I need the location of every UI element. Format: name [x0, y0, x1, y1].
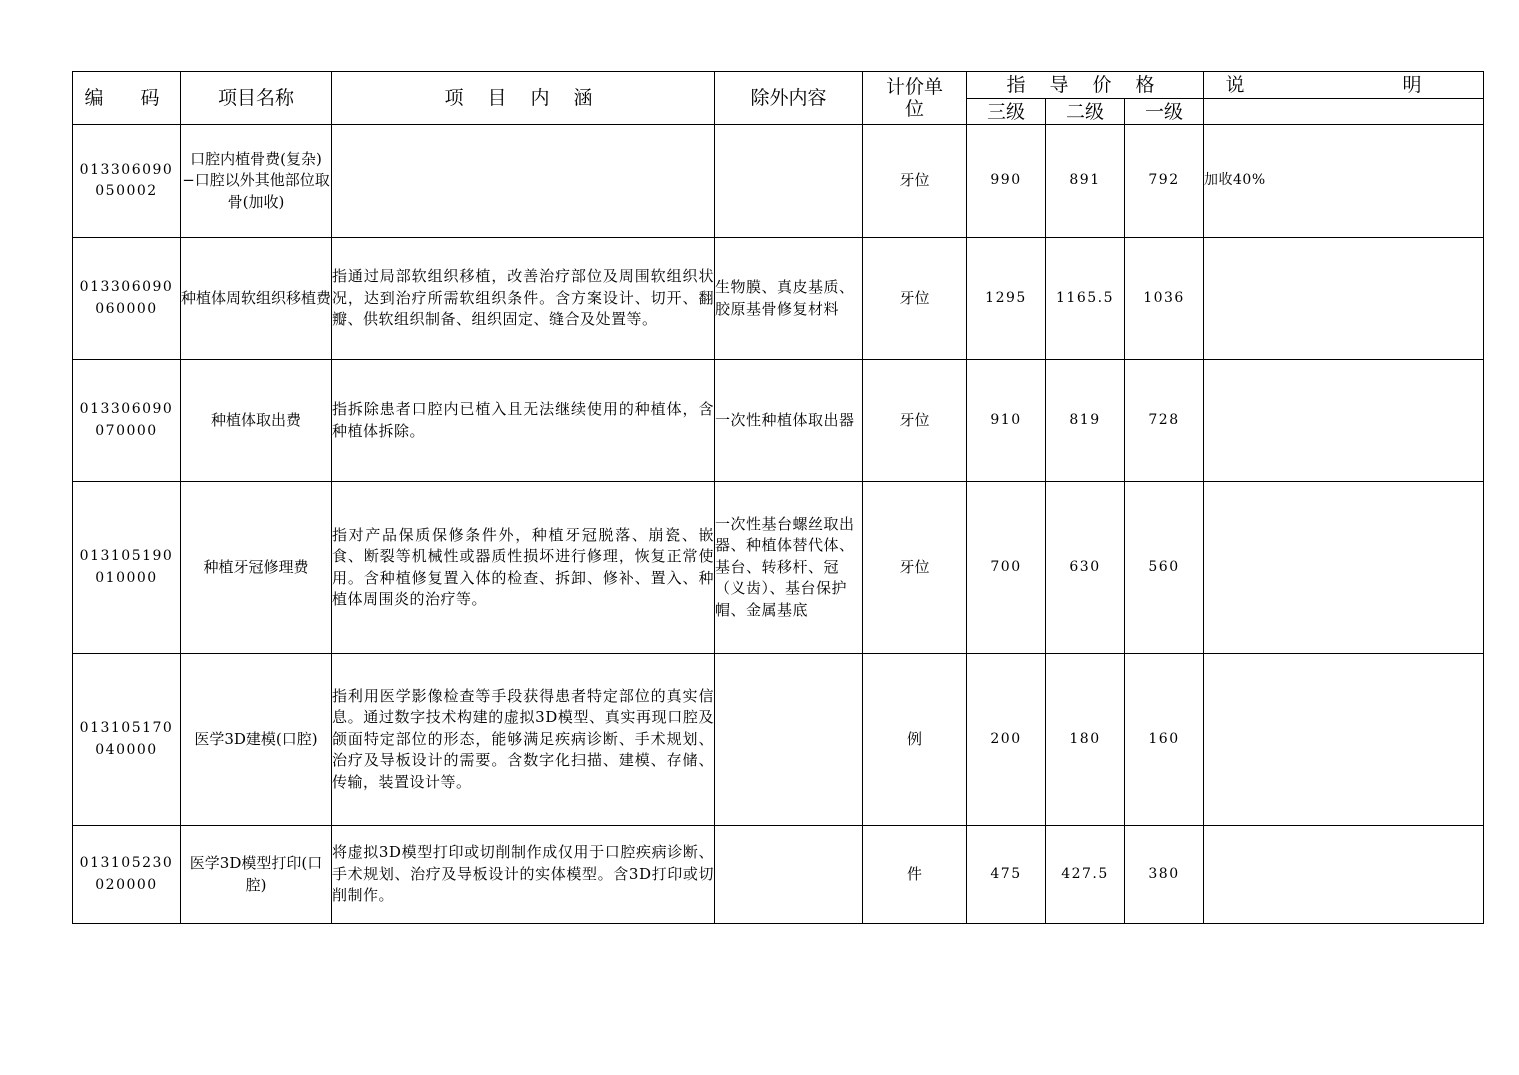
row-exclusion	[715, 125, 863, 238]
row-exclusion	[715, 654, 863, 826]
row-content: 指利用医学影像检查等手段获得患者特定部位的真实信息。通过数字技术构建的虚拟3D模型、真实再现口腔及颌面特定部位的形态，能够满足疾病诊断、手术规划、治疗及导板设计的需要。含数字化扫描、建模、存储、传输，装置设计等。	[332, 654, 715, 826]
row-note	[1204, 826, 1484, 924]
table-row	[73, 360, 1484, 482]
row-note	[1204, 360, 1484, 482]
row-unit: 牙位	[863, 360, 967, 482]
row-unit: 例	[863, 654, 967, 826]
row-content: 将虚拟3D模型打印或切削制作成仅用于口腔疾病诊断、手术规划、治疗及导板设计的实体模型。含3D打印或切削制作。	[332, 826, 715, 924]
header-name: 项目名称	[181, 72, 332, 125]
row-content: 指拆除患者口腔内已植入且无法继续使用的种植体，含种植体拆除。	[332, 360, 715, 482]
header-note-blank	[1204, 99, 1484, 125]
row-level1-price: 160	[1125, 654, 1204, 826]
table-row	[73, 238, 1484, 360]
row-note	[1204, 482, 1484, 654]
row-unit: 件	[863, 826, 967, 924]
row-content	[332, 125, 715, 238]
header-code: 编 码	[73, 72, 181, 125]
row-note	[1204, 654, 1484, 826]
row-level2-price: 427.5	[1046, 826, 1125, 924]
row-level1-price: 728	[1125, 360, 1204, 482]
row-unit: 牙位	[863, 482, 967, 654]
table-row	[73, 482, 1484, 654]
row-code: 013105170040000	[73, 654, 181, 826]
header-price-group: 指 导 价 格	[967, 72, 1204, 99]
row-level2-price: 819	[1046, 360, 1125, 482]
row-exclusion: 一次性种植体取出器	[715, 360, 863, 482]
row-level1-price: 1036	[1125, 238, 1204, 360]
row-name: 种植体周软组织移植费	[181, 238, 332, 360]
row-note	[1204, 238, 1484, 360]
header-level3: 三级	[967, 99, 1046, 125]
table-row	[73, 125, 1484, 238]
header-note: 说 明	[1204, 72, 1484, 99]
row-name: 医学3D建模(口腔)	[181, 654, 332, 826]
row-level3-price: 1295	[967, 238, 1046, 360]
header-content: 项 目 内 涵	[332, 72, 715, 125]
row-name: 种植牙冠修理费	[181, 482, 332, 654]
row-code: 013306090060000	[73, 238, 181, 360]
row-name: 口腔内植骨费(复杂)−口腔以外其他部位取骨(加收)	[181, 125, 332, 238]
row-content: 指对产品保质保修条件外，种植牙冠脱落、崩瓷、嵌食、断裂等机械性或器质性损坏进行修理，恢复正常使用。含种植修复置入体的检查、拆卸、修补、置入、种植体周围炎的治疗等。	[332, 482, 715, 654]
row-exclusion	[715, 826, 863, 924]
row-code: 013105230020000	[73, 826, 181, 924]
row-level2-price: 1165.5	[1046, 238, 1125, 360]
row-content: 指通过局部软组织移植，改善治疗部位及周围软组织状况，达到治疗所需软组织条件。含方案设计、切开、翻瓣、供软组织制备、组织固定、缝合及处置等。	[332, 238, 715, 360]
header-unit: 计价单位	[863, 72, 967, 125]
row-name: 医学3D模型打印(口腔)	[181, 826, 332, 924]
table-row	[73, 654, 1484, 826]
row-level3-price: 910	[967, 360, 1046, 482]
row-note: 加收40%	[1204, 125, 1484, 238]
row-level1-price: 560	[1125, 482, 1204, 654]
table-row	[73, 826, 1484, 924]
price-table	[72, 71, 1484, 924]
row-level1-price: 792	[1125, 125, 1204, 238]
row-level1-price: 380	[1125, 826, 1204, 924]
row-level2-price: 891	[1046, 125, 1125, 238]
row-code: 013306090050002	[73, 125, 181, 238]
row-level3-price: 990	[967, 125, 1046, 238]
row-code: 013105190010000	[73, 482, 181, 654]
row-level2-price: 630	[1046, 482, 1125, 654]
row-level3-price: 700	[967, 482, 1046, 654]
row-exclusion: 一次性基台螺丝取出器、种植体替代体、基台、转移杆、冠（义齿）、基台保护帽、金属基底	[715, 482, 863, 654]
row-level2-price: 180	[1046, 654, 1125, 826]
row-level3-price: 475	[967, 826, 1046, 924]
row-name: 种植体取出费	[181, 360, 332, 482]
row-level3-price: 200	[967, 654, 1046, 826]
row-exclusion: 生物膜、真皮基质、胶原基骨修复材料	[715, 238, 863, 360]
row-code: 013306090070000	[73, 360, 181, 482]
row-unit: 牙位	[863, 125, 967, 238]
header-exclusion: 除外内容	[715, 72, 863, 125]
row-unit: 牙位	[863, 238, 967, 360]
header-level2: 二级	[1046, 99, 1125, 125]
header-level1: 一级	[1125, 99, 1204, 125]
